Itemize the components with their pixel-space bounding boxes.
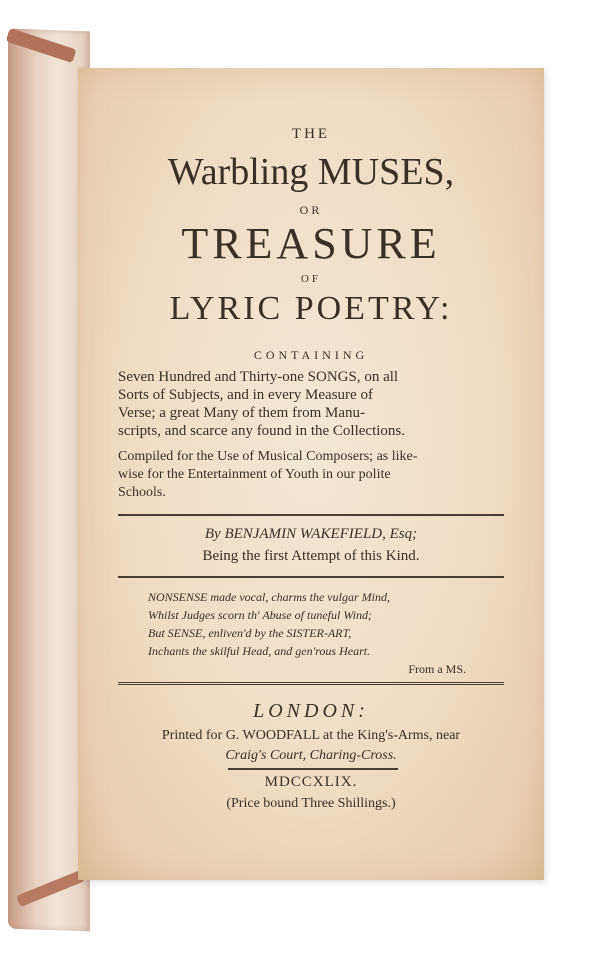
rule-3 xyxy=(118,682,504,688)
rule-2 xyxy=(118,576,504,578)
title-of: OF xyxy=(300,273,322,285)
verse-line-4: Inchants the skilful Head, and gen'rous Heart. xyxy=(148,644,371,658)
printer-line-1: Printed for G. WOODFALL at the King's-Arms, near xyxy=(161,728,461,743)
verse-line-2: Whilst Judges scorn th' Abuse of tuneful Wind; xyxy=(148,608,372,622)
publication-date: MDCCXLIX. xyxy=(264,774,358,790)
attempt-line: Being the first Attempt of this Kind. xyxy=(202,548,420,564)
price-line: (Price bound Three Shillings.) xyxy=(226,796,396,811)
author-line: By BENJAMIN WAKEFIELD, Esq; xyxy=(204,526,418,542)
description-line-3: Verse; a great Many of them from Manu- xyxy=(118,405,366,421)
title-lyric-poetry: LYRIC POETRY: xyxy=(169,290,453,327)
title-page xyxy=(78,68,544,880)
place-london: LONDON: xyxy=(253,700,369,722)
title-or: OR xyxy=(299,203,323,217)
rule-1 xyxy=(118,514,504,516)
description-line-4: scripts, and scarce any found in the Collections. xyxy=(118,423,406,439)
containing-label: CONTAINING xyxy=(253,348,369,362)
compiled-line-1: Compiled for the Use of Musical Composers; as like- xyxy=(118,449,418,464)
date-rule xyxy=(228,768,398,770)
title-warbling-muses: Warbling MUSES, xyxy=(167,151,455,193)
verse-line-1: NONSENSE made vocal, charms the vulgar Mind, xyxy=(148,590,390,604)
description-line-2: Sorts of Subjects, and in every Measure of xyxy=(118,387,373,403)
verse-attribution: From a MS. xyxy=(408,662,466,676)
compiled-line-3: Schools. xyxy=(118,485,166,500)
title-the: THE xyxy=(291,126,331,142)
description-line-1: Seven Hundred and Thirty-one SONGS, on all xyxy=(118,369,399,385)
compiled-line-2: wise for the Entertainment of Youth in our polite xyxy=(118,467,391,482)
verse-line-3: But SENSE, enliven'd by the SISTER-ART, xyxy=(148,626,352,640)
printer-line-2: Craig's Court, Charing-Cross. xyxy=(225,748,397,763)
title-treasure: TREASURE xyxy=(181,219,441,268)
